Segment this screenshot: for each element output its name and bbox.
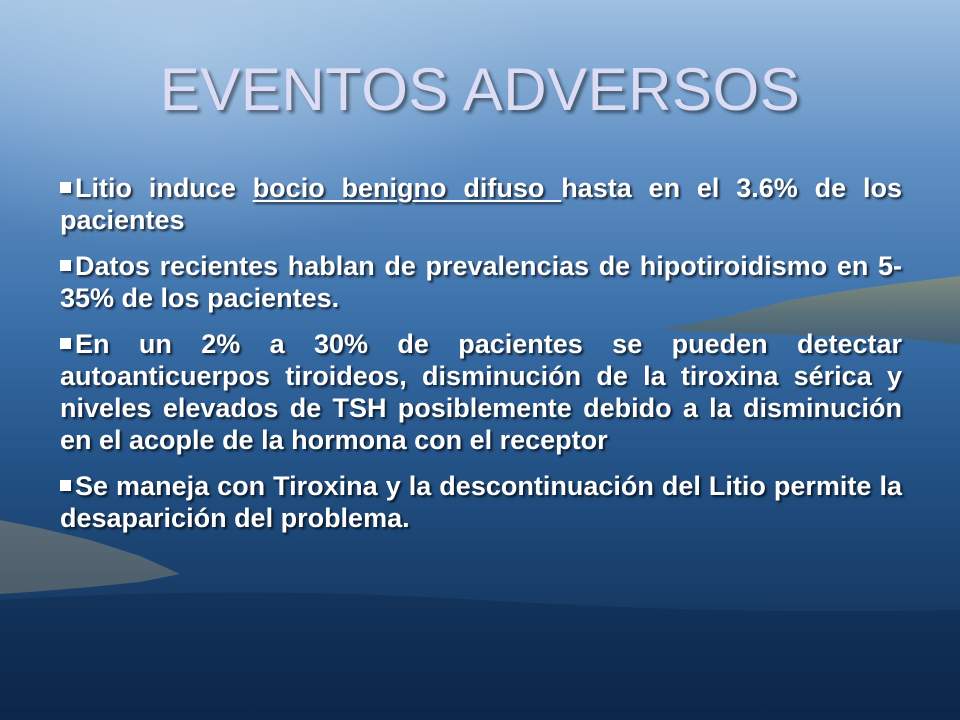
bullet-list <box>60 172 902 548</box>
square-bullet-icon <box>60 480 71 491</box>
bullet-2-text: Datos recientes hablan de prevalencias de hipotiroidismo en 5-35% de los pacientes. <box>60 251 902 313</box>
bullet-item-1 <box>60 172 902 236</box>
bullet-item-3 <box>60 328 902 456</box>
slide-title: EVENTOS ADVERSOS <box>159 56 801 123</box>
bullet-item-4 <box>60 470 902 534</box>
bullet-1-underlined: bocio benigno difuso <box>252 173 562 203</box>
square-bullet-icon <box>60 182 71 193</box>
bullet-4-text: Se maneja con Tiroxina y la descontinuación del Litio permite la desaparición del problema. <box>60 471 902 533</box>
bullet-3-text: En un 2% a 30% de pacientes se pueden detectar autoanticuerpos tiroideos, disminución de la tiroxina sérica y niveles elevados de TSH posiblemente debido a la disminución en el acople de la hormona con el receptor <box>60 329 902 455</box>
square-bullet-icon <box>60 338 71 349</box>
bullet-1-post: hasta en el 3.6% de los pacientes <box>60 173 903 235</box>
square-bullet-icon <box>60 260 71 271</box>
bullet-item-2 <box>60 250 902 314</box>
bullet-1-pre: Litio induce <box>75 173 253 203</box>
